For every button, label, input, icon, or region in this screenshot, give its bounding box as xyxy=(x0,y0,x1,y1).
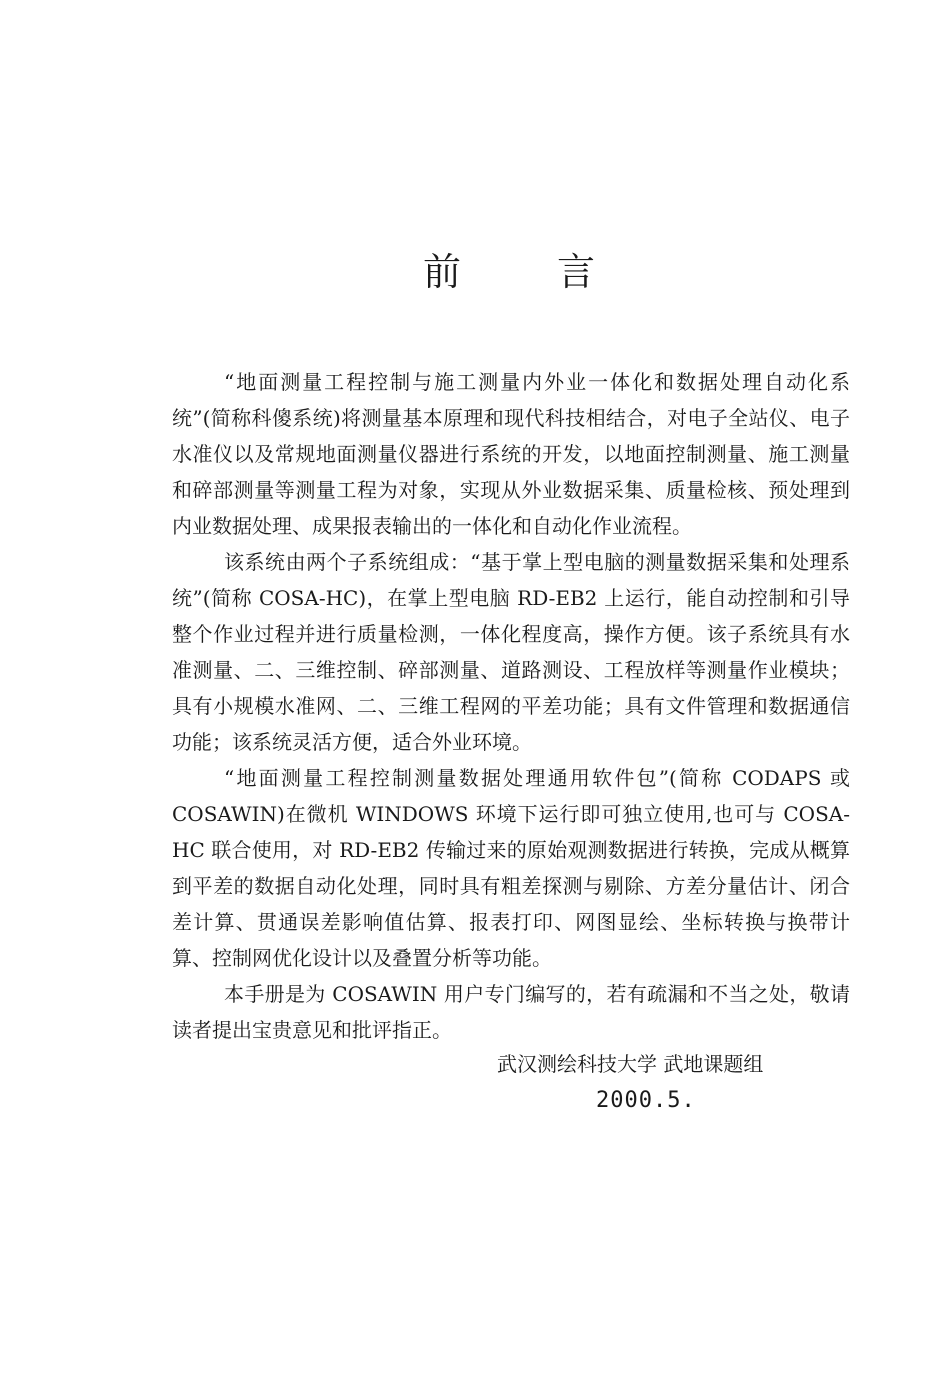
page-title: 前 言 xyxy=(422,250,638,294)
author-signature: 武汉测绘科技大学 武地课题组 xyxy=(497,1052,764,1076)
publication-date: 2000.5. xyxy=(596,1088,696,1113)
paragraph-cosawin: “地面测量工程控制测量数据处理通用软件包”(简称 CODAPS 或 COSAWIN)在微机 WINDOWS 环境下运行即可独立使用,也可与 COSA-HC 联合使用，对 RD-EB2 传输过来的原始观测数据进行转换，完成从概算到平差的数据自动化处理，同时具有粗差探测与剔除、方差分量估计、闭合差计算、贯通误差影响值估算、报表打印、网图显绘、坐标转换与换带计算、控制网优化设计以及叠置分析等功能。 xyxy=(172,766,850,970)
paragraph-system-intro: “地面测量工程控制与施工测量内外业一体化和数据处理自动化系统”(简称科傻系统)将测量基本原理和现代科技相结合，对电子全站仪、电子水准仪以及常规地面测量仪器进行系统的开发，以地面控制测量、施工测量和碎部测量等测量工程为对象，实现从外业数据采集、质量检核、预处理到内业数据处理、成果报表输出的一体化和自动化作业流程。 xyxy=(172,370,850,538)
preface-body xyxy=(172,364,850,1048)
paragraph-cosa-hc: 该系统由两个子系统组成：“基于掌上型电脑的测量数据采集和处理系统”(简称 COSA-HC)，在掌上型电脑 RD-EB2 上运行，能自动控制和引导整个作业过程并进行质量检测，一体化程度高，操作方便。该子系统具有水准测量、二、三维控制、碎部测量、道路测设、工程放样等测量作业模块；具有小规模水准网、二、三维工程网的平差功能；具有文件管理和数据通信功能；该系统灵活方便，适合外业环境。 xyxy=(172,550,850,754)
paragraph-manual-note: 本手册是为 COSAWIN 用户专门编写的，若有疏漏和不当之处，敬请读者提出宝贵意见和批评指正。 xyxy=(172,982,850,1042)
